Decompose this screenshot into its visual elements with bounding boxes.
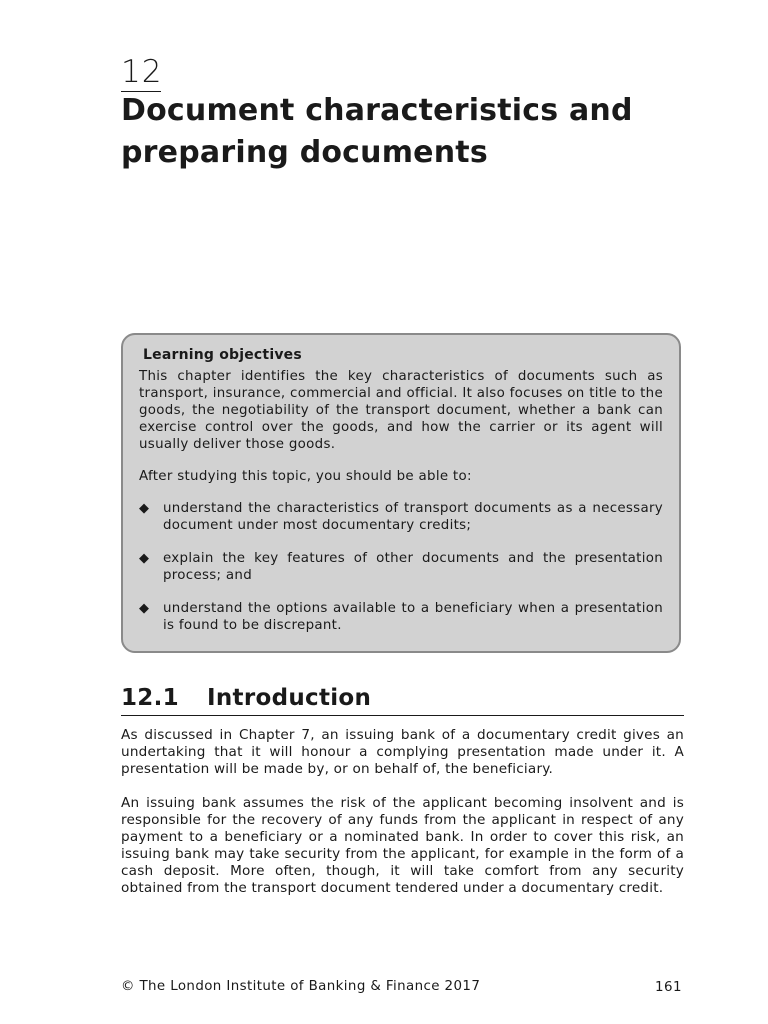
- diamond-bullet-icon: ◆: [139, 501, 150, 516]
- page-number: 161: [654, 980, 682, 995]
- section-heading: [121, 682, 684, 716]
- footer-copyright: © The London Institute of Banking & Finance 2017: [121, 979, 481, 994]
- learning-objectives-intro: This chapter identifies the key characteristics of documents such as transport, insurance, commercial and official. It also focuses on title to the goods, the negotiability of the transport document, whether a bank can exercise control over the goods, and how the carrier or its agent will usually deliver those goods.: [139, 369, 663, 452]
- objective-item-text: understand the characteristics of transport documents as a necessary document under most documentary credits;: [163, 501, 663, 533]
- section-number: 12.1: [121, 685, 179, 711]
- diamond-bullet-icon: ◆: [139, 551, 150, 566]
- learning-objectives-list: [139, 500, 663, 634]
- body-paragraph: An issuing bank assumes the risk of the applicant becoming insolvent and is responsible for the recovery of any funds from the applicant in respect of any payment to a beneficiary or a nominated bank. In order to cover this risk, an issuing bank may take security from the applicant, for example in the form of a cash deposit. More often, though, it will take comfort from any security obtained from the transport document tendered under a documentary credit.: [121, 795, 684, 896]
- objective-item: [139, 500, 663, 534]
- objective-item: [139, 600, 663, 634]
- learning-objectives-box: [121, 333, 681, 653]
- learning-objectives-heading: Learning objectives: [143, 347, 302, 363]
- objective-item-text: understand the options available to a beneficiary when a presentation is found to be discrepant.: [163, 601, 663, 633]
- chapter-number: 12: [121, 54, 163, 90]
- learning-objectives-lead: After studying this topic, you should be able to:: [139, 469, 472, 484]
- objective-item: [139, 550, 663, 584]
- objective-item-text: explain the key features of other documents and the presentation process; and: [163, 551, 663, 583]
- body-paragraph: As discussed in Chapter 7, an issuing bank of a documentary credit gives an undertaking that it will honour a complying presentation made under it. A presentation will be made by, or on behalf of, the beneficiary.: [121, 727, 684, 777]
- diamond-bullet-icon: ◆: [139, 601, 150, 616]
- chapter-title: Document characteristics and preparing documents: [121, 93, 633, 170]
- section-title: Introduction: [207, 685, 372, 711]
